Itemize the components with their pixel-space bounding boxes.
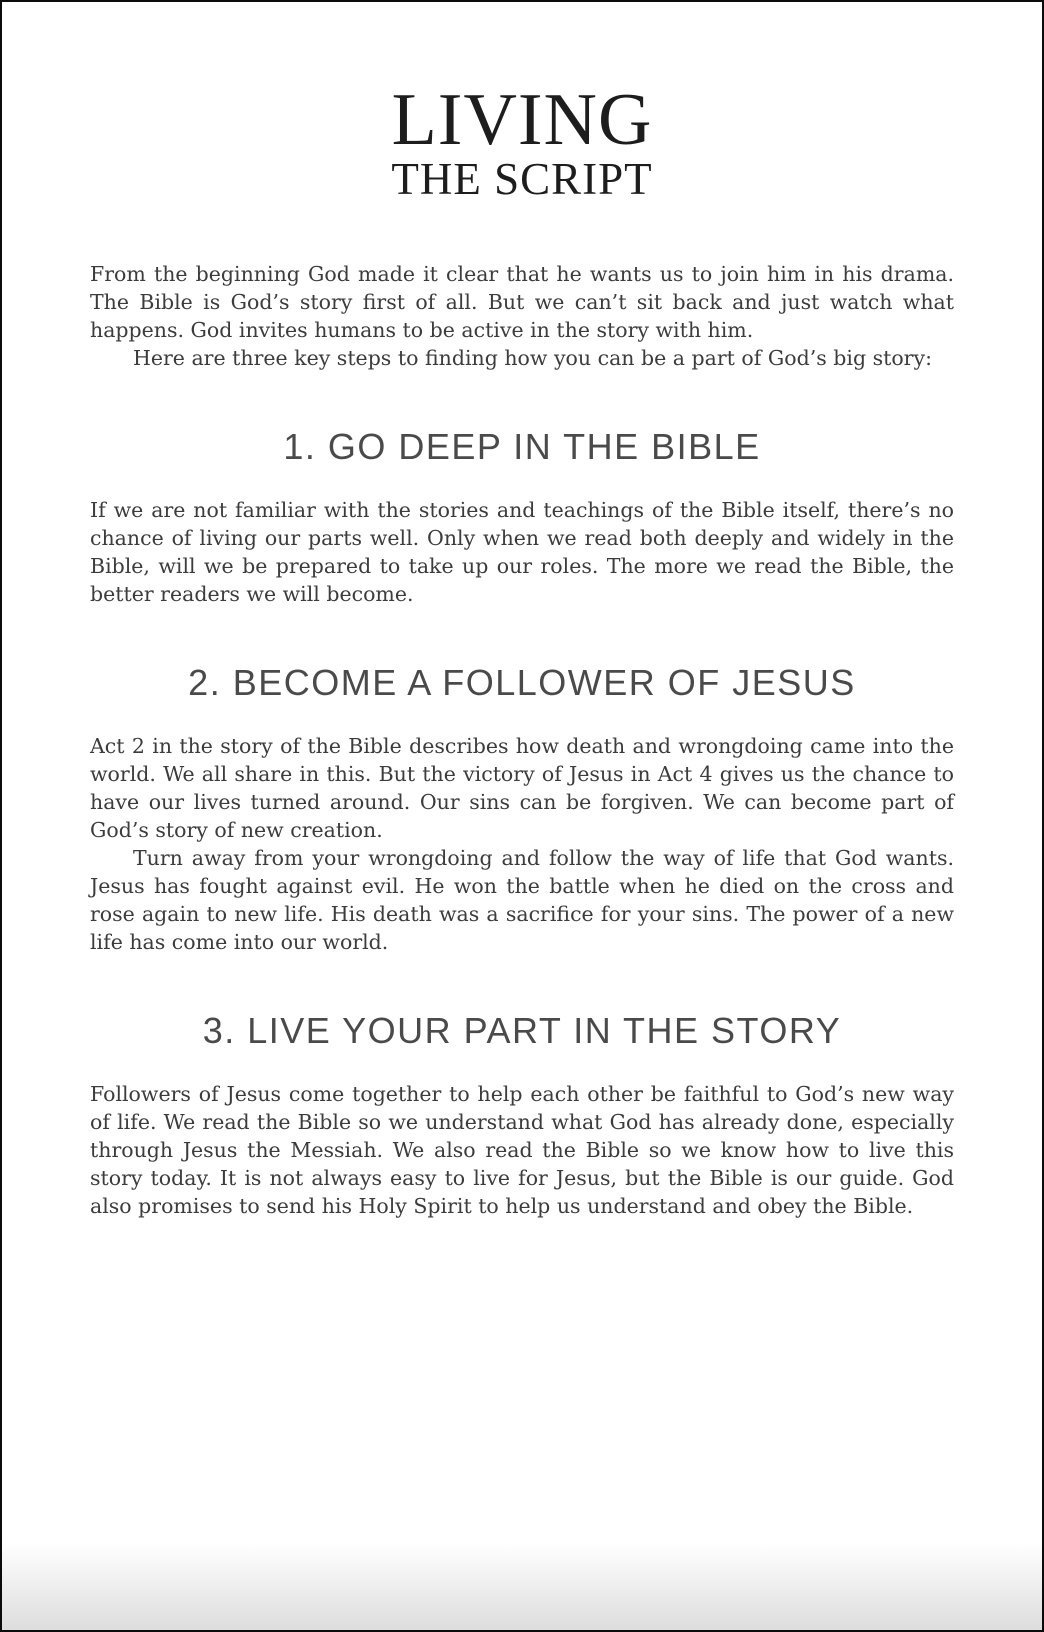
page-subtitle: THE SCRIPT	[391, 154, 653, 204]
page-title: LIVING	[391, 79, 653, 161]
section-2	[90, 664, 954, 956]
bottom-scroll-fade	[2, 1542, 1042, 1630]
section-1	[90, 428, 954, 608]
page-content	[90, 260, 954, 1220]
intro-paragraph-2: Here are three key steps to finding how you can be a part of God’s big story:	[133, 346, 932, 370]
section-1-heading: 1. GO DEEP IN THE BIBLE	[283, 426, 761, 467]
intro-paragraph-1: From the beginning God made it clear that he wants us to join him in his drama. The Bible is God’s story first of all. But we can’t sit back and just watch what happens. God invites humans to be active in the story with him.	[90, 262, 954, 342]
section-1-paragraph-1: If we are not familiar with the stories and teachings of the Bible itself, there’s no chance of living our parts well. Only when we read both deeply and widely in the Bible, will we be prepared to take up our roles. The more we read the Bible, the better readers we will become.	[90, 498, 954, 606]
section-2-paragraph-1: Act 2 in the story of the Bible describes how death and wrongdoing came into the world. We all share in this. But the victory of Jesus in Act 4 gives us the chance to have our lives turned around. Our sins can be forgiven. We can become part of God’s story of new creation.	[90, 734, 954, 842]
section-3-paragraph-1: Followers of Jesus come together to help each other be faithful to God’s new way of life. We read the Bible so we understand what God has already done, especially through Jesus the Messiah. We also read the Bible so we know how to live this story today. It is not always easy to live for Jesus, but the Bible is our guide. God also promises to send his Holy Spirit to help us understand and obey the Bible.	[90, 1082, 954, 1218]
title-block	[2, 2, 1042, 204]
section-3-heading: 3. LIVE YOUR PART IN THE STORY	[202, 1010, 842, 1051]
section-2-heading: 2. BECOME A FOLLOWER OF JESUS	[188, 662, 856, 703]
section-2-paragraph-2: Turn away from your wrongdoing and follow the way of life that God wants. Jesus has fought against evil. He won the battle when he died on the cross and rose again to new life. His death was a sacrifice for your sins. The power of a new life has come into our world.	[90, 846, 954, 954]
section-3	[90, 1012, 954, 1220]
